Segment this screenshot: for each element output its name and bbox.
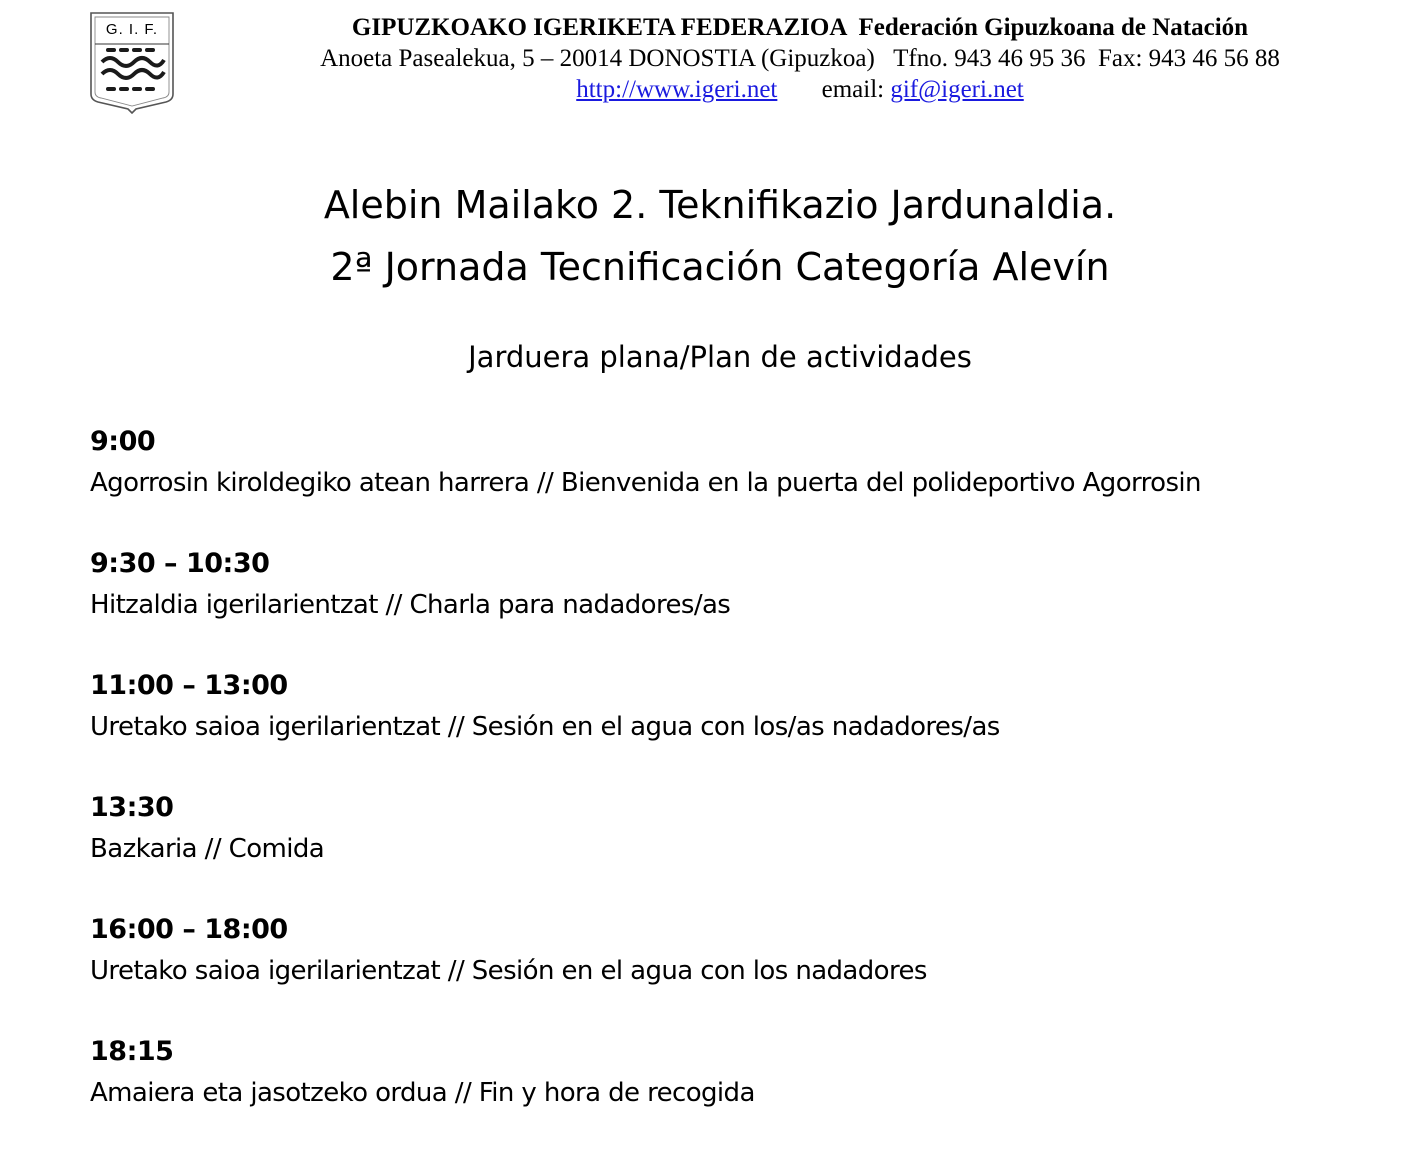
schedule-entry — [90, 1032, 1390, 1154]
address-line: Anoeta Pasealekua, 5 – 20014 DONOSTIA (Gipuzkoa) Tfno. 943 46 95 36 Fax: 943 46 56 88 — [320, 45, 1280, 72]
title-basque: Alebin Mailako 2. Teknifikazio Jardunaldia. — [323, 183, 1117, 227]
entry-time: 9:00 — [90, 426, 156, 457]
email-label: email: — [821, 76, 885, 103]
letterhead — [215, 12, 1385, 105]
entry-description: Bazkaria // Comida — [90, 834, 325, 864]
organization-name: GIPUZKOAKO IGERIKETA FEDERAZIOA Federación Gipuzkoana de Natación — [351, 14, 1249, 41]
entry-time: 13:30 — [90, 792, 174, 823]
logo-text: G. I. F. — [105, 21, 159, 38]
federation-logo-icon — [88, 10, 176, 114]
entry-time: 16:00 – 18:00 — [90, 914, 288, 945]
page-subtitle: Jarduera plana/Plan de actividades — [468, 340, 972, 374]
schedule-entry — [90, 422, 1390, 544]
entry-description: Amaiera eta jasotzeko ordua // Fin y hora de recogida — [90, 1078, 755, 1108]
entry-description: Uretako saioa igerilarientzat // Sesión en el agua con los nadadores — [90, 956, 927, 986]
entry-description: Agorrosin kiroldegiko atean harrera // Bienvenida en la puerta del polideportivo Agorrosin — [90, 468, 1201, 498]
title-spanish: 2ª Jornada Tecnificación Categoría Alevín — [330, 245, 1110, 289]
schedule-entry — [90, 666, 1390, 788]
entry-description: Hitzaldia igerilarientzat // Charla para nadadores/as — [90, 590, 731, 620]
entry-description: Uretako saioa igerilarientzat // Sesión en el agua con los/as nadadores/as — [90, 712, 1000, 742]
contact-line — [215, 74, 1385, 105]
schedule-entry — [90, 910, 1390, 1032]
page-title — [0, 174, 1402, 298]
schedule-entry — [90, 788, 1390, 910]
activity-schedule — [90, 422, 1390, 1154]
entry-time: 11:00 – 13:00 — [90, 670, 288, 701]
schedule-entry — [90, 544, 1390, 666]
entry-time: 18:15 — [90, 1036, 174, 1067]
email-link[interactable]: gif@igeri.net — [890, 76, 1024, 103]
website-link[interactable]: http://www.igeri.net — [576, 76, 778, 103]
entry-time: 9:30 – 10:30 — [90, 548, 270, 579]
